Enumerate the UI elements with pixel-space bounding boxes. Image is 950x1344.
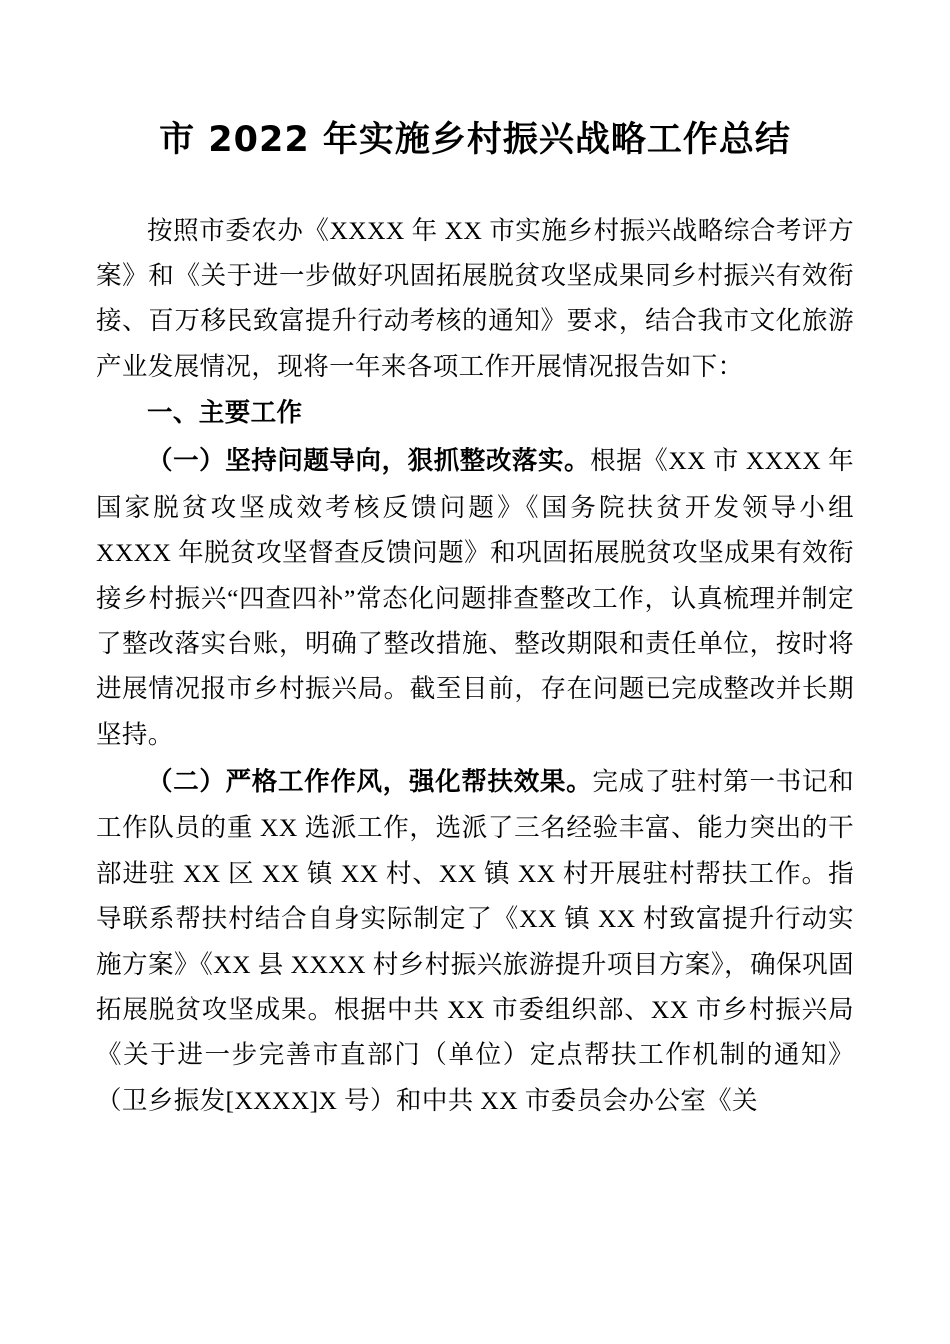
item-1-lead: （一）坚持问题导向，狠抓整改落实。 xyxy=(147,446,591,477)
page-title: 市 2022 年实施乡村振兴战略工作总结 xyxy=(159,120,791,160)
section-heading-main-work: 一、主要工作 xyxy=(147,398,303,428)
item-2-lead: （二）严格工作作风，强化帮扶效果。 xyxy=(147,767,593,797)
paragraph-item-1 xyxy=(96,438,854,757)
item-2-body: 完成了驻村第一书记和工作队员的重 XX 选派工作，选派了三名经验丰富、能力突出的干部进驻 XX 区 XX 镇 XX 村、XX 镇 XX 村开展驻村帮扶工作。指导联系帮扶村结合自身实际制定了《XX 镇 XX 村致富提升行动实施方案》《XX 县 XXXX 村乡村振兴旅游提升项目方案》，确保巩固拓展脱贫攻坚成果。根据中共 XX 市委组织部、XX 市乡村振兴局《关于进一步完善市直部门（单位）定点帮扶工作机制的通知》（卫乡振发[XXXX]X 号）和中共 XX 市委员会办公室《关 xyxy=(96,767,854,1115)
paragraph-intro: 按照市委农办《XXXX 年 XX 市实施乡村振兴战略综合考评方案》和《关于进一步做好巩固拓展脱贫攻坚成果同乡村振兴有效衔接、百万移民致富提升行动考核的通知》要求，结合我市文化旅游产业发展情况，现将一年来各项工作开展情况报告如下： xyxy=(96,215,854,381)
paragraph-item-2 xyxy=(96,759,854,1123)
item-1-body: 根据《XX 市 XXXX 年国家脱贫攻坚成效考核反馈问题》《国务院扶贫开发领导小组 XXXX 年脱贫攻坚督查反馈问题》和巩固拓展脱贫攻坚成果有效衔接乡村振兴“四查四补”常态化问题排查整改工作，认真梳理并制定了整改落实台账，明确了整改措施、整改期限和责任单位，按时将进展情况报市乡村振兴局。截至目前，存在问题已完成整改并长期坚持。 xyxy=(96,446,854,749)
